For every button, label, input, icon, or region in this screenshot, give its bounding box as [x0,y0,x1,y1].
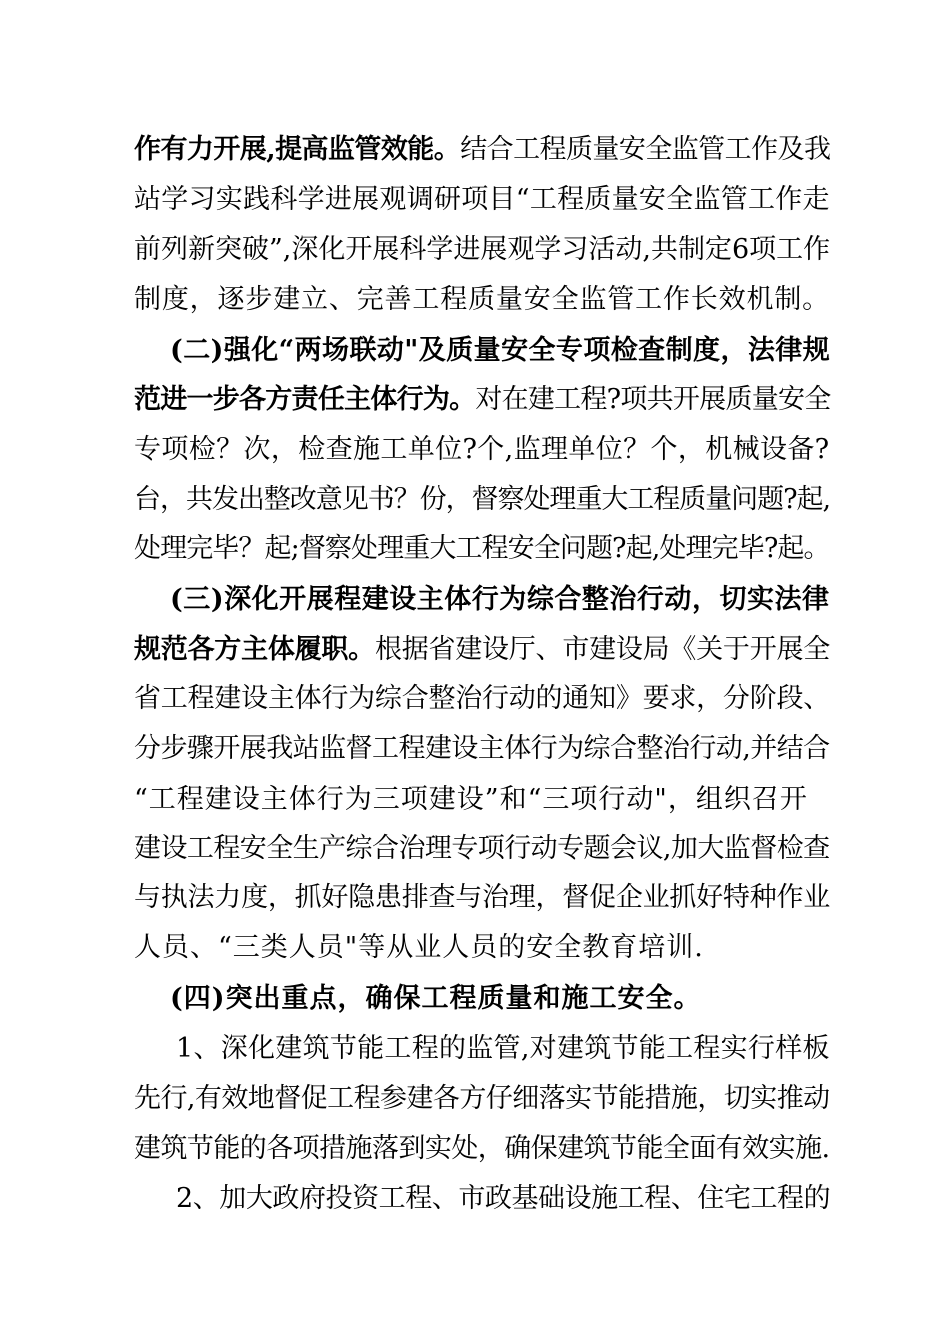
text-run: 结合工程质量安全监管工作及我 [460,134,831,165]
body-text-line [134,132,830,168]
bold-lead: (四)突出重点，确保工程质量和施工安全。 [170,983,702,1014]
body-text-line [134,432,830,468]
bold-lead: 范进一步各方责任主体行为。 [134,384,476,415]
body-text-line [134,182,830,218]
text-run: 专项检？次，检查施工单位?个,监理单位？个，机械设备? [134,434,830,465]
body-text-line [176,1031,830,1067]
bold-lead: 规范各方主体履职。 [134,634,375,665]
text-run: 台，共发出整改意见书？份，督察处理重大工程质量问题?起, [134,484,831,515]
body-text-line [134,782,808,818]
bold-lead: (二)强化“两场联动"及质量安全专项检查制度，法律规 [170,335,831,366]
text-run: 对在建工程?项共开展质量安全 [475,384,831,415]
text-run: 分步骤开展我站监督工程建设主体行为综合整治行动,并结合 [134,733,830,764]
text-run: 处理完毕？起;督察处理重大工程安全问题?起,处理完毕?起。 [134,533,830,564]
body-text-line [134,232,830,268]
body-text-line [134,930,704,966]
text-run: 人员、“三类人员"等从业人员的安全教育培训. [134,932,704,963]
text-run: 建筑节能的各项措施落到实处，确保建筑节能全面有效实施. [134,1133,830,1164]
body-text-line [134,731,830,767]
body-text-line [134,1081,830,1117]
text-run: “工程建设主体行为三项建设”和“三项行动"，组织召开 [134,784,808,815]
text-run: 1、深化建筑节能工程的监管,对建筑节能工程实行样板 [176,1033,830,1064]
body-text-line [176,1181,830,1217]
bold-lead: (三)深化开展程建设主体行为综合整治行动，切实法律 [170,584,830,615]
body-text-line [134,831,830,867]
body-text-line [134,632,830,668]
text-run: 站学习实践科学进展观调研项目“工程质量安全监管工作走 [134,184,830,215]
bold-lead: 作有力开展,提高监管效能。 [134,134,461,165]
text-run: 2、加大政府投资工程、市政基础设施工程、住宅工程的 [176,1183,831,1214]
body-text-line [134,681,830,717]
section-heading-line [170,582,830,618]
text-run: 建设工程安全生产综合治理专项行动专题会议,加大监督检查 [134,833,830,864]
section-heading-line [170,981,702,1017]
body-text-line [134,482,830,518]
text-run: 先行,有效地督促工程参建各方仔细落实节能措施，切实推动 [134,1083,830,1114]
body-text-line [134,282,830,318]
body-text-line [134,382,830,418]
text-run: 省工程建设主体行为综合整治行动的通知》要求，分阶段、 [134,683,830,714]
text-run: 制度，逐步建立、完善工程质量安全监管工作长效机制。 [134,284,830,315]
body-text-line [134,880,830,916]
text-run: 根据省建设厅、市建设局《关于开展全 [374,634,831,665]
body-text-line [134,531,830,567]
section-heading-line [170,333,830,369]
text-run: 与执法力度，抓好隐患排查与治理，督促企业抓好特种作业 [134,882,830,913]
text-run: 前列新突破”,深化开展科学进展观学习活动,共制定6项工作 [134,234,831,265]
body-text-line [134,1131,830,1167]
